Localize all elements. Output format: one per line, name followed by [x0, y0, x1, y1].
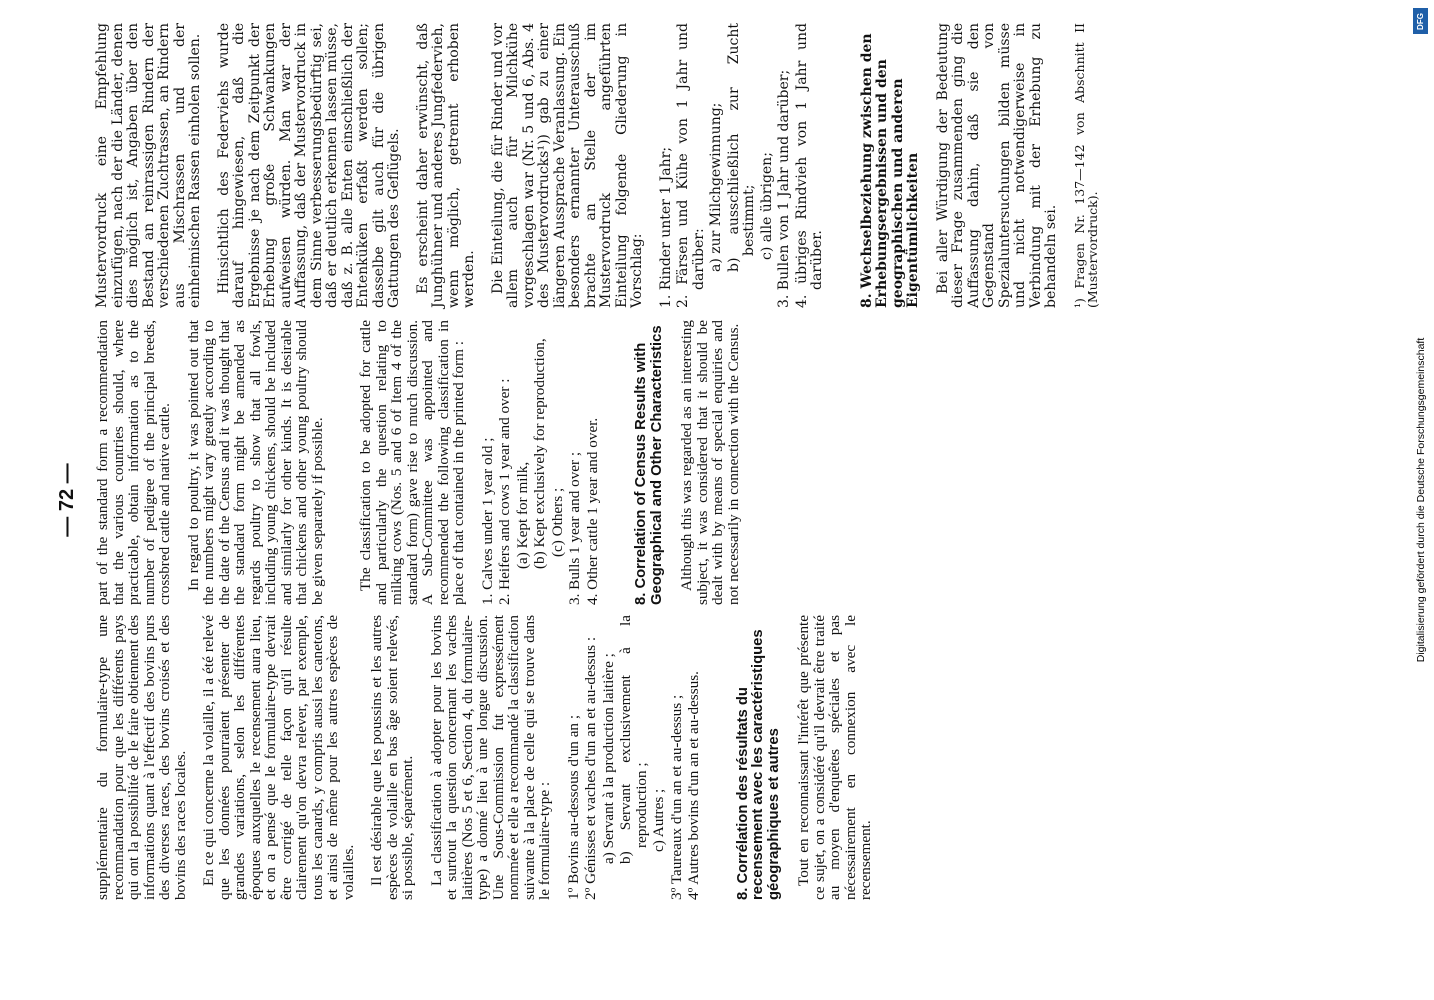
german-poultry-paragraph: Hinsichtlich des Federviehs wurde darauf hingewiesen, daß die Ergebnisse je nach dem Zeitpunkt der Erhebung große Schwankungen aufweisen würden. Man war der Auffassung, daß der Mustervordruck in dem Sinne verbesserungsbedürftig sei, daß er deutlich erkennen lassen müsse, daß z. B. alle Enten einschließlich der Entenküken erfaßt werden sollen; dasselbe gilt auch für die übrigen Gattungen des Geflügels.: [215, 23, 402, 308]
french-intro-paragraph: supplémentaire du formulaire-type une recommandation pour que les différents pays qui ont la possibilité de le faire obtiennent des informations quant à l'effectif des bovins purs des diverses races, des bovins croisés et des bovins des races locales.: [94, 615, 189, 900]
french-closing-paragraph: Tout en reconnaissant l'intérêt que présente ce sujet, on a considéré qu'il devrait être traité au moyen d'enquêtes spéciales et pas nécessairement en connexion avec le recensement.: [795, 615, 874, 900]
list-item: (c) Others ;: [548, 487, 566, 557]
french-young-poultry-paragraph: Il est désirable que les poussins et les autres espèces de volaille en bas âge soient relevés, si possible, séparément.: [368, 615, 416, 900]
french-section-heading: 8. Corrélation des résultats du recensement avec les caractéristiques géographiques et autres: [734, 629, 782, 900]
english-classification-list: [480, 320, 601, 605]
page-number: — 72 —: [56, 463, 78, 537]
list-item: 3. Bulls 1 year and over ;: [566, 451, 583, 605]
list-item: 2º Génisses et vaches d'un an et au-dessus :: [582, 636, 599, 900]
list-item: c) alle übrigen;: [758, 152, 775, 260]
french-column: [95, 615, 887, 900]
german-classification-paragraph: Die Einteilung, die für Rinder und vor allem auch für Milchkühe vorgeschlagen war (Nr. 5 und 6, Abs. 4 des Mustervordrucks¹)) gab zu einer längeren Aussprache Veranlassung. Ein besonders ernannter Unterausschuß brachte an Stelle der im Mustervordruck angeführten Einteilung folgende Gliederung in Vorschlag:: [489, 23, 645, 308]
list-item: (b) Kept exclusively for reproduction,: [531, 338, 548, 569]
german-section-heading: 8. Wechselbeziehung zwischen den Erhebungsergebnissen und den geographischen und anderen Eigentümlichkeiten: [858, 33, 921, 308]
french-classification-paragraph: La classification à adopter pour les bovins et surtout la question concernant les vaches laitières (Nos 5 et 6, Section 4, du formulaire-type) a donné lieu à une longue discussion. Une Sous-Commission fut expressément nommée et elle a recommandé la classification suivante à la place de celle qui se trouve dans le formulaire-type :: [427, 615, 553, 900]
list-item: (a) Kept for milk,: [513, 461, 531, 569]
english-classification-paragraph: The classification to be adopted for cattle and particularly the question relating to milking cows (Nos. 5 and 6 of Item 4 of the standard form) gave rise to much discussion. A Sub-Committee was appointed and recommended the following classification in place of that contained in the printed form :: [357, 320, 467, 605]
list-item: a) Servant à la production laitière ;: [599, 653, 617, 864]
english-poultry-paragraph: In regard to poultry, it was pointed out that the numbers might vary greatly according to the date of the Census and it was thought that the standard form might be amended as regards poultry to show that all fowls, including young chickens, should be included and similarly for other kinds. It is desirable that chickens and other young poultry should be given separately if possible.: [184, 320, 326, 605]
list-item: c) Autres ;: [650, 788, 667, 852]
list-item: a) zur Milchgewinnung;: [708, 102, 724, 272]
german-footnote: ¹) Fragen Nr. 137—142 von Abschnitt II (Mustervordruck).: [1071, 23, 1100, 308]
list-item: b) ausschließlich zur Zucht bestimmt;: [725, 23, 757, 272]
list-item: 4. übriges Rindvieh von 1 Jahr und darüber.: [793, 23, 825, 308]
list-item: 3. Bullen von 1 Jahr und darüber;: [776, 69, 792, 308]
english-intro-paragraph: part of the standard form a recommendation that the various countries should, where practicable, obtain information as to the number of pedigree of the principal breeds, crossbred cattle and native cattle.: [94, 320, 173, 605]
list-item: 3º Taureaux d'un an et au-dessus ;: [667, 694, 685, 900]
french-poultry-paragraph: En ce qui concerne la volaille, il a été relevé que les données pourraient présenter de grandes variations, selon les différentes époques auxquelles le recensement aura lieu, et on a pensé que le formulaire-type devrait être corrigé de telle façon qu'il résulte clairement qu'on devra relever, par exemple, tous les canards, y compris aussi les canetons, et ainsi de même pour les autres espèces de volailles.: [200, 615, 357, 900]
list-item: 2. Färsen und Kühe von 1 Jahr und darüber:: [675, 23, 707, 308]
list-item: b) Servant exclusivement à la reproduction ;: [617, 615, 650, 864]
french-classification-list: [566, 615, 702, 900]
digitization-credit: Digitalisierung gefördert durch die Deutsche Forschungsgemeinschaft: [1415, 337, 1427, 663]
dfg-logo-icon: DFG: [1413, 8, 1428, 34]
list-item: 1. Rinder unter 1 Jahr;: [657, 146, 674, 308]
german-classification-list: [659, 23, 826, 308]
digitization-sidebar: [1408, 0, 1434, 1000]
german-column: [95, 23, 1113, 308]
list-item: 4. Other cattle 1 year and over.: [583, 417, 601, 605]
german-young-poultry-paragraph: Es erscheint daher erwünscht, daß Junghühner und anderes Jungfedervieh, wenn möglich, getrennt erhoben werden.: [414, 23, 477, 308]
list-item: 1º Bovins au-dessous d'un an ;: [564, 714, 582, 900]
german-intro-paragraph: Mustervordruck eine Empfehlung einzufügen, nach der die Länder, denen dies möglich ist, Angaben über den Bestand an reinrassigen Rindern der verschiedenen Zuchtrassen, an Rindern aus Mischrassen und der einheimischen Rassen einholen sollen.: [94, 23, 203, 308]
list-item: 2. Heifers and cows 1 year and over :: [496, 378, 513, 605]
list-item: 4º Autres bovins d'un an et au-dessus.: [685, 671, 702, 900]
english-section-heading: 8. Correlation of Census Results with Geographical and Other Characteristics: [633, 325, 665, 605]
list-item: 1. Calves under 1 year old ;: [478, 437, 496, 605]
english-column: [95, 320, 754, 605]
german-closing-paragraph: Bei aller Würdigung der Bedeutung dieser Frage zusammenden ging die Auffassung dahin, daß sie den Gegenstand von Spezialuntersuchungen bilden müsse und nicht notwendigerweise in Verbindung mit der Erhebung zu behandeln sei.: [934, 23, 1059, 308]
english-closing-paragraph: Although this was regarded as an interesting subject, it was considered that it should be dealt with by means of special enquiries and not necessarily in connection with the Census.: [678, 320, 742, 605]
